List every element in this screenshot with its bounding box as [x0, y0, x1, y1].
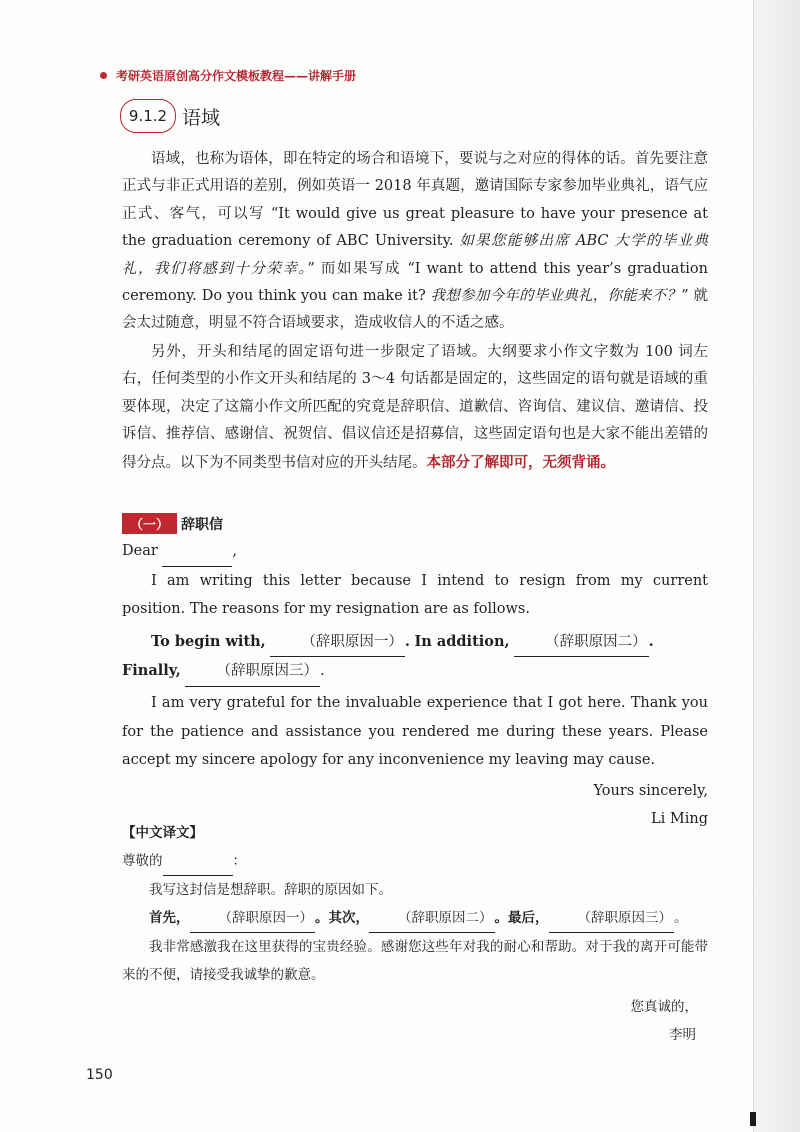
- running-header-text: 考研英语原创高分作文模板教程——讲解手册: [116, 69, 357, 83]
- p2-text: 另外，开头和结尾的固定语句进一步限定了语域。大纲要求小作文字数为 100 词左右，任何类型的小作文开头和结尾的 3～4 句话都是固定的，这些固定的语句就是语域的重要体现，决定了这篇小作文所匹配的究竟是辞职信、道歉信、咨询信、建议信、邀请信、投诉信、推荐信、感谢信、祝贺信、倡议信还是招募信，这些固定语句也是大家不能出差错的得分点。以下为不同类型书信对应的开头结尾。: [122, 344, 708, 471]
- p1-part1: 语域，也称为语体，即在特定的场合和语境下，要说与之对应的得体的话。首先要注意正式与非正式用语的差别，例如英语一 2018 年真题，邀请国际专家参加毕业典礼，语气应正式、客气，可以写 “It would give us great pleasure to have your presence at the graduation ceremony of ABC University.: [122, 151, 708, 250]
- translation-para-1: 我写这封信是想辞职。辞职的原因如下。: [149, 882, 392, 898]
- translation-para-3: 我非常感激我在这里获得的宝贵经验。感谢您这些年对我的耐心和帮助。对于我的离开可能带来的不便，请接受我诚挚的歉意。: [122, 939, 708, 983]
- translation-heading: 【中文译文】: [122, 825, 203, 841]
- p1-part3: ” 而如果写成 “I want to attend this year’s graduation ceremony. Do you think you can make it?: [122, 260, 708, 305]
- bullet-dot-icon: [100, 72, 107, 79]
- letter-para-2: To begin with, （辞职原因一） . In addition, （辞职原因二） . Finally, （辞职原因三） .: [122, 628, 708, 687]
- reason-1-blank: （辞职原因一）: [270, 628, 405, 658]
- section-number-badge: 9.1.2: [120, 99, 176, 133]
- letter-para-3: I am very grateful for the invaluable experience that I got here. Thank you for the patience and assistance you rendered me during these years. Please accept my sincere apology for any inconvenience my leaving may cause.: [122, 694, 708, 769]
- translation-block: [122, 819, 708, 1049]
- cn-reason-2-blank: （辞职原因二）: [369, 904, 495, 933]
- subsection-heading: [122, 513, 223, 534]
- p1-part5: ” 就会太过随意，明显不符合语域要求，造成收信人的不适之感。: [122, 288, 708, 332]
- p1-part4: 我想参加今年的毕业典礼，你能来不？: [430, 288, 682, 305]
- translation-para-2: 首先， （辞职原因一） 。其次， （辞职原因二） 。最后， （辞职原因三） 。: [122, 904, 708, 933]
- letter-para-1: I am writing this letter because I intend to resign from my current position. The reasons for my resignation are as follows.: [122, 572, 708, 618]
- section-title: 语域: [182, 106, 221, 129]
- translation-salutation: 尊敬的 ：: [122, 847, 708, 876]
- subsection-tag: （一）: [122, 513, 177, 534]
- p1-part2: 如果您能够出席 ABC 大学的毕业典礼，我们将感到十分荣幸。: [122, 233, 708, 277]
- reason-2-blank: （辞职原因二）: [514, 628, 649, 658]
- cn-reason-3-blank: （辞职原因三）: [549, 904, 675, 933]
- letter-salutation: Dear ,: [122, 537, 708, 567]
- p2-highlight: 本部分了解即可，无须背诵。: [426, 453, 615, 471]
- letter-english: [122, 537, 708, 834]
- blank-line: [162, 537, 232, 567]
- edge-mark: [750, 1112, 756, 1126]
- reason-3-blank: （辞职原因三）: [185, 657, 320, 687]
- running-header: [100, 67, 356, 84]
- translation-signature: 李明: [669, 1027, 696, 1043]
- page-number: 150: [86, 1067, 113, 1083]
- section-heading: [120, 99, 220, 133]
- paragraph-fixed-sentences: [122, 339, 708, 477]
- blank-line: [163, 847, 233, 876]
- paragraph-register-definition: [122, 146, 708, 338]
- letter-closing: Yours sincerely,: [593, 782, 708, 799]
- translation-closing: 您真诚的，: [630, 999, 698, 1015]
- cn-reason-1-blank: （辞职原因一）: [190, 904, 316, 933]
- subsection-title: 辞职信: [181, 516, 224, 533]
- adjacent-page-edge: [753, 0, 800, 1132]
- letter-signature: Li Ming: [651, 811, 708, 828]
